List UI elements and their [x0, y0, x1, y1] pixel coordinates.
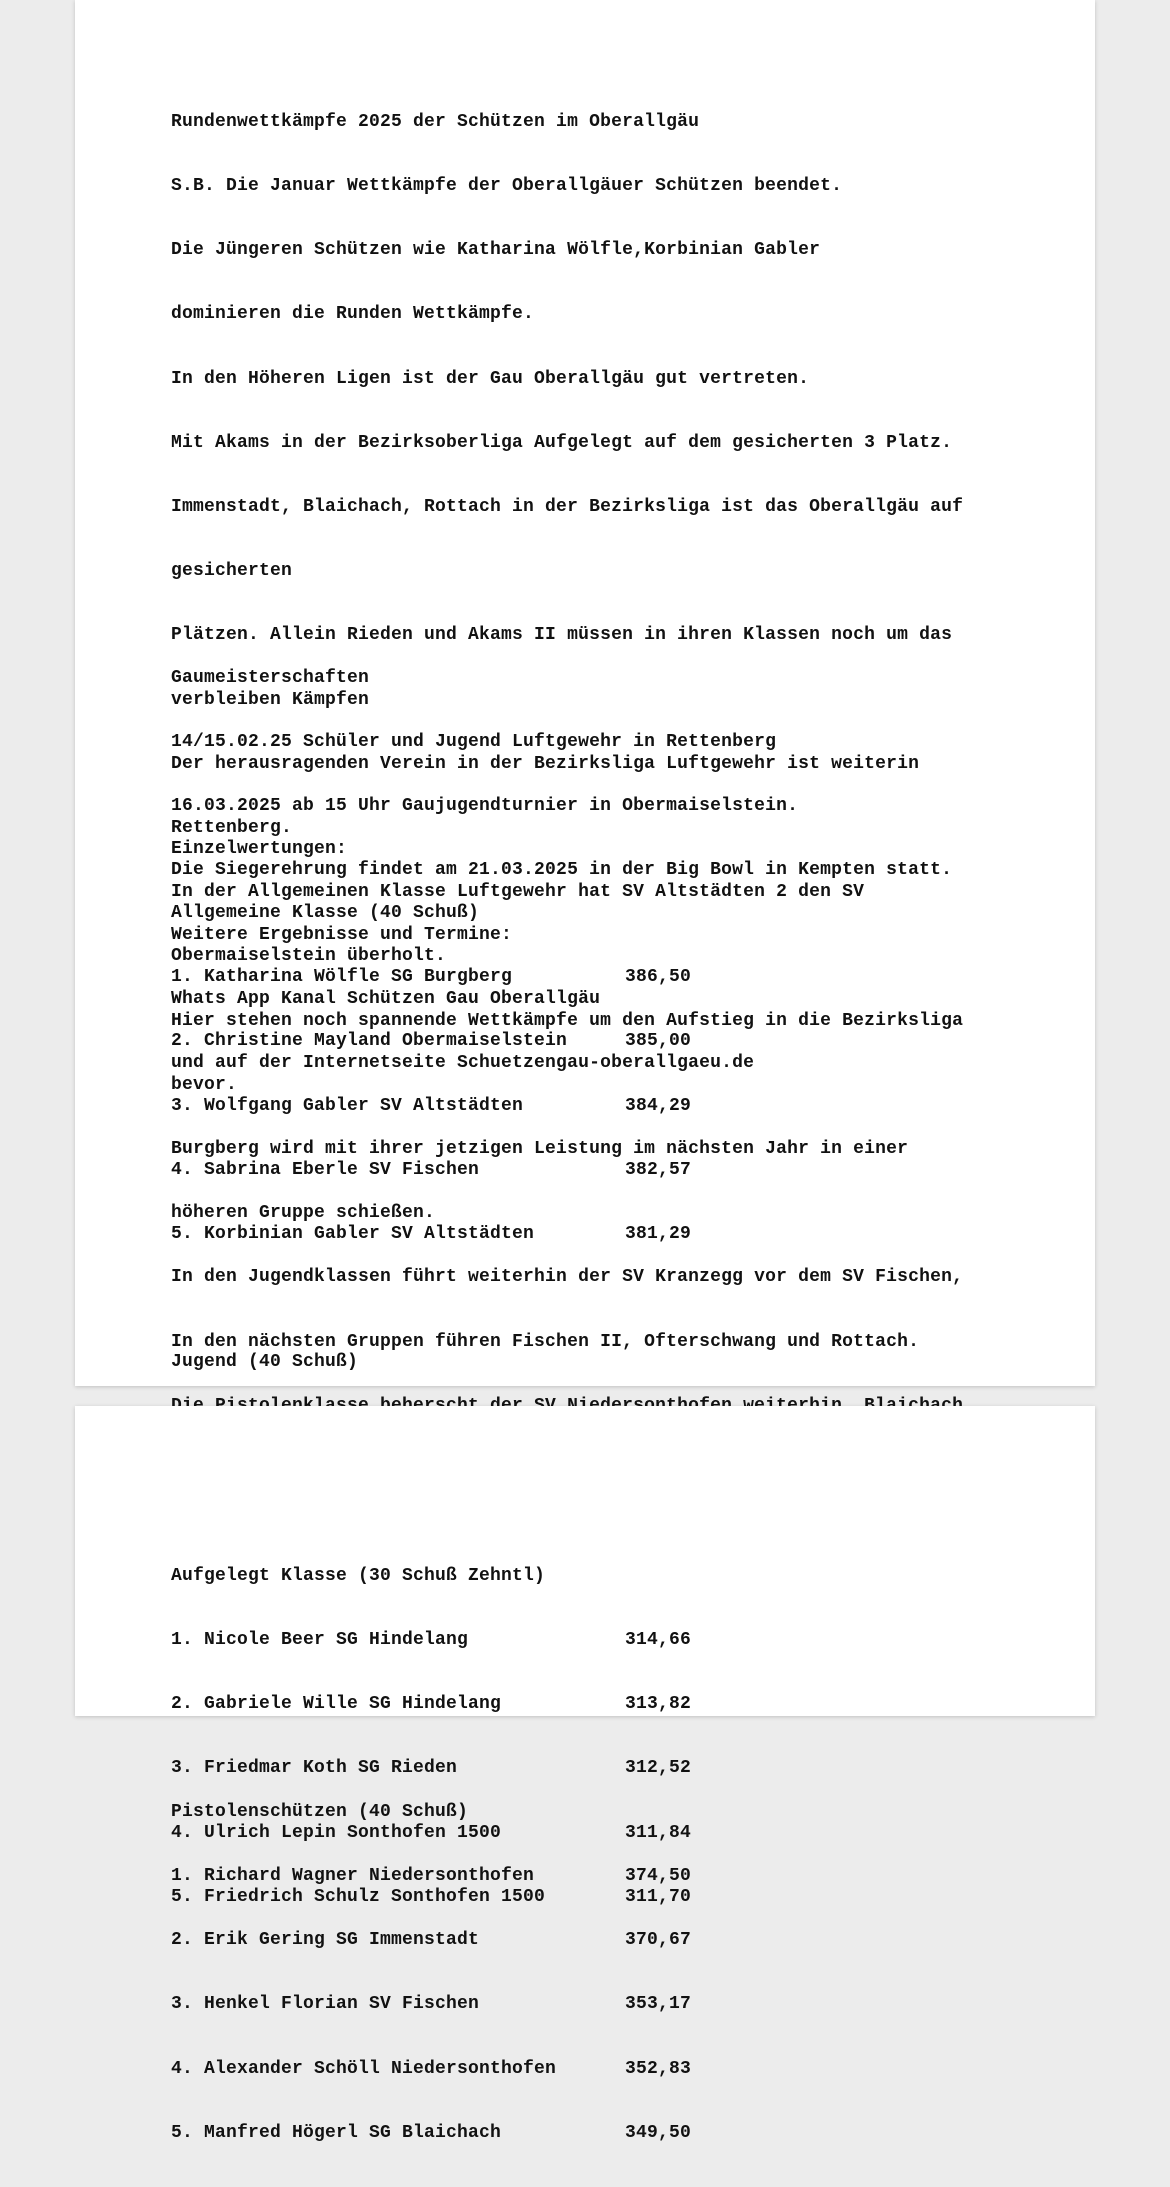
result-row: 5. Friedrich Schulz Sonthofen 1500 311,70	[171, 1886, 692, 1907]
article-line: höheren Gruppe schießen.	[171, 1203, 436, 1224]
event-line: Whats App Kanal Schützen Gau Oberallgäu	[171, 988, 601, 1009]
aufgelegt-section	[171, 1523, 692, 1951]
result-row: 2. Erik Gering SG Immenstadt 370,67	[171, 1930, 692, 1951]
event-line: Weitere Ergebnisse und Termine:	[171, 924, 513, 945]
article-line: Mit Akams in der Bezirksoberliga Aufgelegt auf dem gesicherten 3 Platz.	[171, 432, 953, 453]
event-line: 14/15.02.25 Schüler und Jugend Luftgewehr in Rettenberg	[171, 732, 777, 753]
result-row: 3. Wolfgang Gabler SV Altstädten 384,29	[171, 1095, 692, 1116]
section-heading: Einzelwertungen:	[171, 838, 348, 859]
article-line: bevor.	[171, 1074, 238, 1095]
result-row: 3. Henkel Florian SV Fischen 353,17	[171, 1994, 692, 2015]
result-row: 1. Nicole Beer SG Hindelang 314,66	[171, 1630, 692, 1651]
article-line: S.B. Die Januar Wettkämpfe der Oberallgäuer Schützen beendet.	[171, 176, 843, 197]
article-line: In der Allgemeinen Klasse Luftgewehr hat SV Altstädten 2 den SV	[171, 882, 865, 903]
result-row: 1. Richard Wagner Niedersonthofen 374,50	[171, 1866, 692, 1887]
article-line: Rettenberg.	[171, 818, 293, 839]
result-row: 4. Sabrina Eberle SV Fischen 382,57	[171, 1159, 692, 1180]
article-line: verbleiben Kämpfen	[171, 689, 370, 710]
category-heading: Allgemeine Klasse (40 Schuß)	[171, 903, 480, 924]
article-line: Burgberg wird mit ihrer jetzigen Leistung im nächsten Jahr in einer	[171, 1139, 909, 1160]
result-row: 3. Friedmar Koth SG Rieden 312,52	[171, 1758, 692, 1779]
article-line: In den Höheren Ligen ist der Gau Oberallgäu gut vertreten.	[171, 368, 810, 389]
article-line: Der herausragenden Verein in der Bezirksliga Luftgewehr ist weiterin	[171, 753, 920, 774]
result-row: 5. Korbinian Gabler SV Altstädten 381,29	[171, 1224, 692, 1245]
article-line: Immenstadt, Blaichach, Rottach in der Bezirksliga ist das Oberallgäu auf	[171, 497, 964, 518]
result-row: 4. Ulrich Lepin Sonthofen 1500 311,84	[171, 1822, 692, 1843]
event-line: Die Siegerehrung findet am 21.03.2025 in der Big Bowl in Kempten statt.	[171, 860, 953, 881]
article-line: Obermaiselstein überholt.	[171, 946, 447, 967]
event-line: und auf der Internetseite Schuetzengau-oberallgaeu.de	[171, 1053, 755, 1074]
article-title: Rundenwettkämpfe 2025 der Schützen im Oberallgäu	[171, 111, 700, 132]
category-heading: Jugend (40 Schuß)	[171, 1352, 359, 1373]
event-line: 16.03.2025 ab 15 Uhr Gaujugendturnier in Obermaiselstein.	[171, 796, 799, 817]
section-heading: Gaumeisterschaften	[171, 667, 370, 688]
category-heading: Pistolenschützen (40 Schuß)	[171, 1801, 469, 1822]
result-row: 1. Katharina Wölfle SG Burgberg 386,50	[171, 967, 692, 988]
article-line: In den Jugendklassen führt weiterhin der SV Kranzegg vor dem SV Fischen,	[171, 1267, 964, 1288]
article-line: dominieren die Runden Wettkämpfe.	[171, 304, 535, 325]
category-heading: Aufgelegt Klasse (30 Schuß Zehntl)	[171, 1565, 546, 1586]
result-row: 5. Manfred Högerl SG Blaichach 349,50	[171, 2122, 692, 2143]
article-line: Plätzen. Allein Rieden und Akams II müssen in ihren Klassen noch um das	[171, 625, 953, 646]
article-line: Hier stehen noch spannende Wettkämpfe um den Aufstieg in die Bezirksliga	[171, 1010, 964, 1031]
result-row: 4. Alexander Schöll Niedersonthofen 352,83	[171, 2058, 692, 2079]
result-row: 2. Christine Mayland Obermaiselstein 385,00	[171, 1031, 692, 1052]
article-line: Die Jüngeren Schützen wie Katharina Wölfle,Korbinian Gabler	[171, 240, 821, 261]
article-line: In den nächsten Gruppen führen Fischen II, Ofterschwang und Rottach.	[171, 1331, 920, 1352]
article-line: gesicherten	[171, 561, 293, 582]
result-row: 2. Gabriele Wille SG Hindelang 313,82	[171, 1694, 692, 1715]
